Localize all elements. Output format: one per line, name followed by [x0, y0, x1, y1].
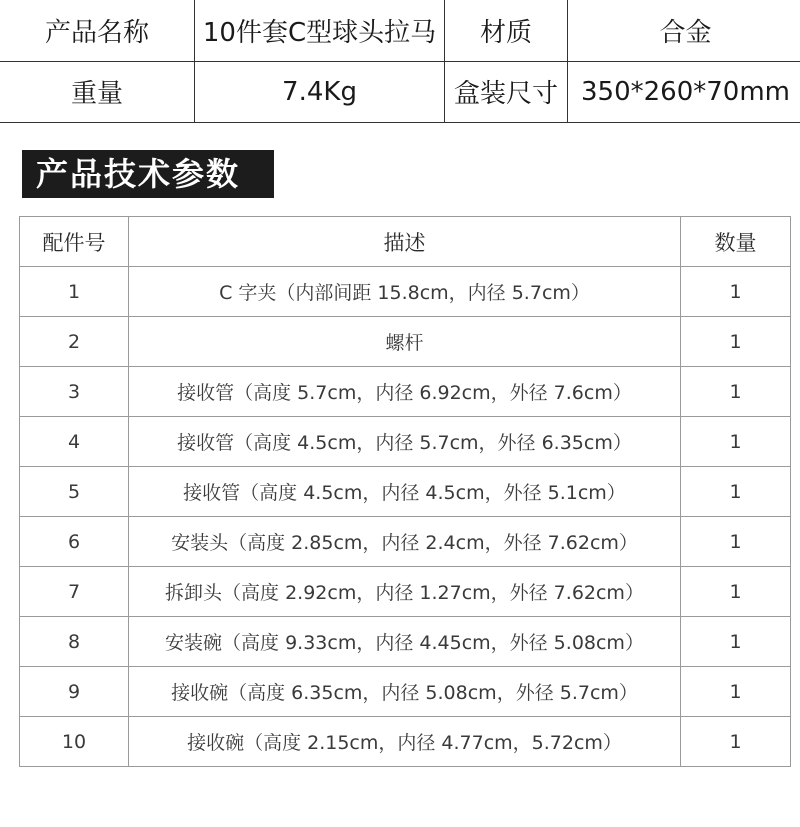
table-row: [20, 367, 791, 417]
part-description: 接收碗（高度 6.35cm，内径 5.08cm，外径 5.7cm）: [129, 667, 681, 717]
table-row: [20, 267, 791, 317]
section-title: 产品技术参数: [22, 150, 274, 198]
part-description: 拆卸头（高度 2.92cm，内径 1.27cm，外径 7.62cm）: [129, 567, 681, 617]
part-no: 9: [20, 667, 129, 717]
table-row: [20, 467, 791, 517]
parts-header-row: [20, 217, 791, 267]
spec-value-material: 合金: [568, 0, 800, 61]
part-no: 1: [20, 267, 129, 317]
part-quantity: 1: [681, 467, 791, 517]
header-description: 描述: [129, 217, 681, 267]
spec-value-box-size: 350*260*70mm: [568, 61, 800, 122]
part-description: 接收碗（高度 2.15cm，内径 4.77cm，5.72cm）: [129, 717, 681, 767]
part-description: 接收管（高度 4.5cm，内径 4.5cm，外径 5.1cm）: [129, 467, 681, 517]
part-quantity: 1: [681, 317, 791, 367]
part-no: 4: [20, 417, 129, 467]
table-row: [20, 317, 791, 367]
spec-row: [0, 61, 800, 122]
header-quantity: 数量: [681, 217, 791, 267]
part-description: 螺杆: [129, 317, 681, 367]
spec-row: [0, 0, 800, 61]
part-quantity: 1: [681, 417, 791, 467]
part-quantity: 1: [681, 567, 791, 617]
part-no: 8: [20, 617, 129, 667]
part-no: 6: [20, 517, 129, 567]
spec-label-weight: 重量: [0, 61, 195, 122]
part-quantity: 1: [681, 717, 791, 767]
part-description: 接收管（高度 4.5cm，内径 5.7cm，外径 6.35cm）: [129, 417, 681, 467]
part-description: 接收管（高度 5.7cm，内径 6.92cm，外径 7.6cm）: [129, 367, 681, 417]
part-description: 安装头（高度 2.85cm，内径 2.4cm，外径 7.62cm）: [129, 517, 681, 567]
part-no: 10: [20, 717, 129, 767]
part-description: 安装碗（高度 9.33cm，内径 4.45cm，外径 5.08cm）: [129, 617, 681, 667]
table-row: [20, 617, 791, 667]
table-row: [20, 517, 791, 567]
part-quantity: 1: [681, 617, 791, 667]
table-row: [20, 717, 791, 767]
table-row: [20, 667, 791, 717]
part-no: 2: [20, 317, 129, 367]
table-row: [20, 567, 791, 617]
spec-value-product-name: 10件套C型球头拉马: [195, 0, 445, 61]
spec-label-material: 材质: [445, 0, 568, 61]
part-no: 7: [20, 567, 129, 617]
spec-label-product-name: 产品名称: [0, 0, 195, 61]
part-quantity: 1: [681, 267, 791, 317]
parts-table: [19, 216, 791, 767]
spec-label-box-size: 盒装尺寸: [445, 61, 568, 122]
part-quantity: 1: [681, 667, 791, 717]
part-no: 5: [20, 467, 129, 517]
spec-value-weight: 7.4Kg: [195, 61, 445, 122]
part-quantity: 1: [681, 517, 791, 567]
header-part-no: 配件号: [20, 217, 129, 267]
product-spec-table: [0, 0, 800, 123]
table-row: [20, 417, 791, 467]
part-no: 3: [20, 367, 129, 417]
part-description: C 字夹（内部间距 15.8cm，内径 5.7cm）: [129, 267, 681, 317]
part-quantity: 1: [681, 367, 791, 417]
